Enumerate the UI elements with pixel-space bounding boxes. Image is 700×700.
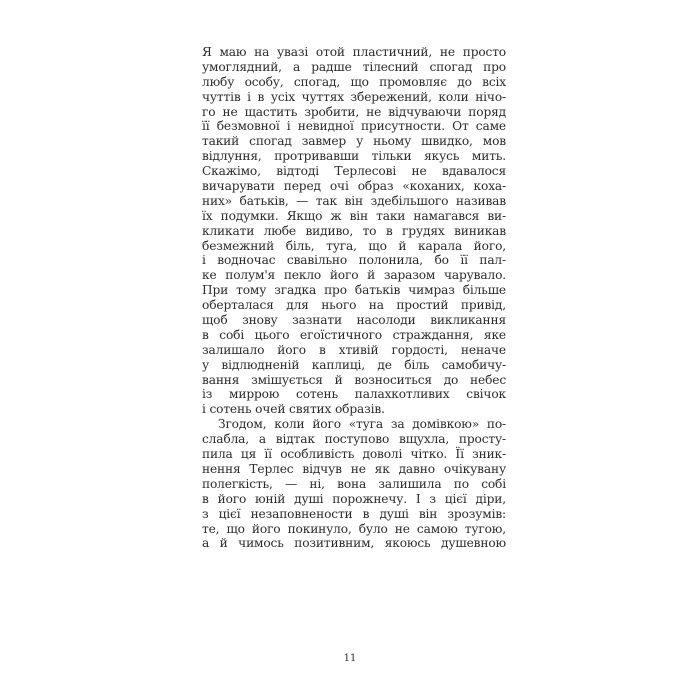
text-line: них» батьків, — так він здебільшого називав: [202, 193, 506, 208]
text-line: полегкість, — ні, вона залишила по собі: [202, 476, 506, 491]
text-line: Я маю на увазі отой пластичний, не просто: [202, 45, 506, 59]
text-line: нення Терлес відчув не як давно очікувану: [202, 461, 506, 476]
paragraph: [202, 417, 506, 551]
paragraph: [202, 45, 506, 417]
text-line: При тому згадка про батьків чимраз більше: [202, 283, 506, 298]
text-line: ке полум'я пекло його й заразом чарувало.: [202, 268, 506, 283]
text-line: в його юній душі порожнечу. І з цієї діри,: [202, 491, 506, 506]
text-line: вання змішується й возноситься до небес: [202, 372, 506, 387]
text-line: го не щастить зробити, не відчуваючи поряд: [202, 104, 506, 119]
text-line: оберталася для нього на простий привід,: [202, 298, 506, 313]
text-line: вичарувати перед очі образ «коханих, коха-: [202, 179, 506, 194]
text-line: з цієї незаповнености в душі він зрозумів:: [202, 506, 506, 521]
text-line: чуттів і в усіх чуттях збережений, коли нічо-: [202, 89, 506, 104]
text-line: в собі цього егоїстичного страждання, яке: [202, 327, 506, 342]
text-line: кликати любе видиво, то в грудях виникав: [202, 223, 506, 238]
page-number: 11: [343, 653, 357, 664]
text-line: відлуння, протривавши тільки якусь мить.: [202, 149, 506, 164]
text-line: а й чимось позитивним, якоюсь душевною: [202, 536, 506, 551]
text-line: безмежний біль, туга, що й карала його,: [202, 238, 506, 253]
text-line: любу особу, спогад, що промовляє до всіх: [202, 74, 506, 89]
text-line: пила ця її особливість доволі чітко. Її зник-: [202, 447, 506, 462]
text-line: Згодом, коли його «туга за домівкою» по-: [218, 417, 506, 432]
text-line: їх подумки. Якщо ж він таки намагався ви-: [202, 208, 506, 223]
text-line: її безмовної і невидної присутности. От саме: [202, 119, 506, 134]
text-line: і сотень очей святих образів.: [202, 402, 385, 417]
text-line: із миррою сотень палахкотливих свічок: [202, 387, 506, 402]
text-line: те, що його покинуло, було не самою тугою,: [202, 521, 506, 536]
text-line: і водночас свавільно полонила, бо її пал-: [202, 253, 506, 268]
text-line: залишало його в хтивій гордості, неначе: [202, 342, 506, 357]
text-line: такий спогад завмер у ньому швидко, мов: [202, 134, 506, 149]
text-line: Скажімо, відтоді Терлесові не вдавалося: [202, 164, 506, 179]
body-text: [202, 45, 506, 551]
text-line: слабла, а відтак поступово вщухла, просту-: [202, 432, 506, 447]
text-line: у відлюдненій каплиці, де біль самобичу-: [202, 357, 506, 372]
text-line: умоглядний, а радше тілесний спогад про: [202, 59, 506, 74]
text-line: щоб знову зазнати насолоди викликання: [202, 313, 506, 328]
